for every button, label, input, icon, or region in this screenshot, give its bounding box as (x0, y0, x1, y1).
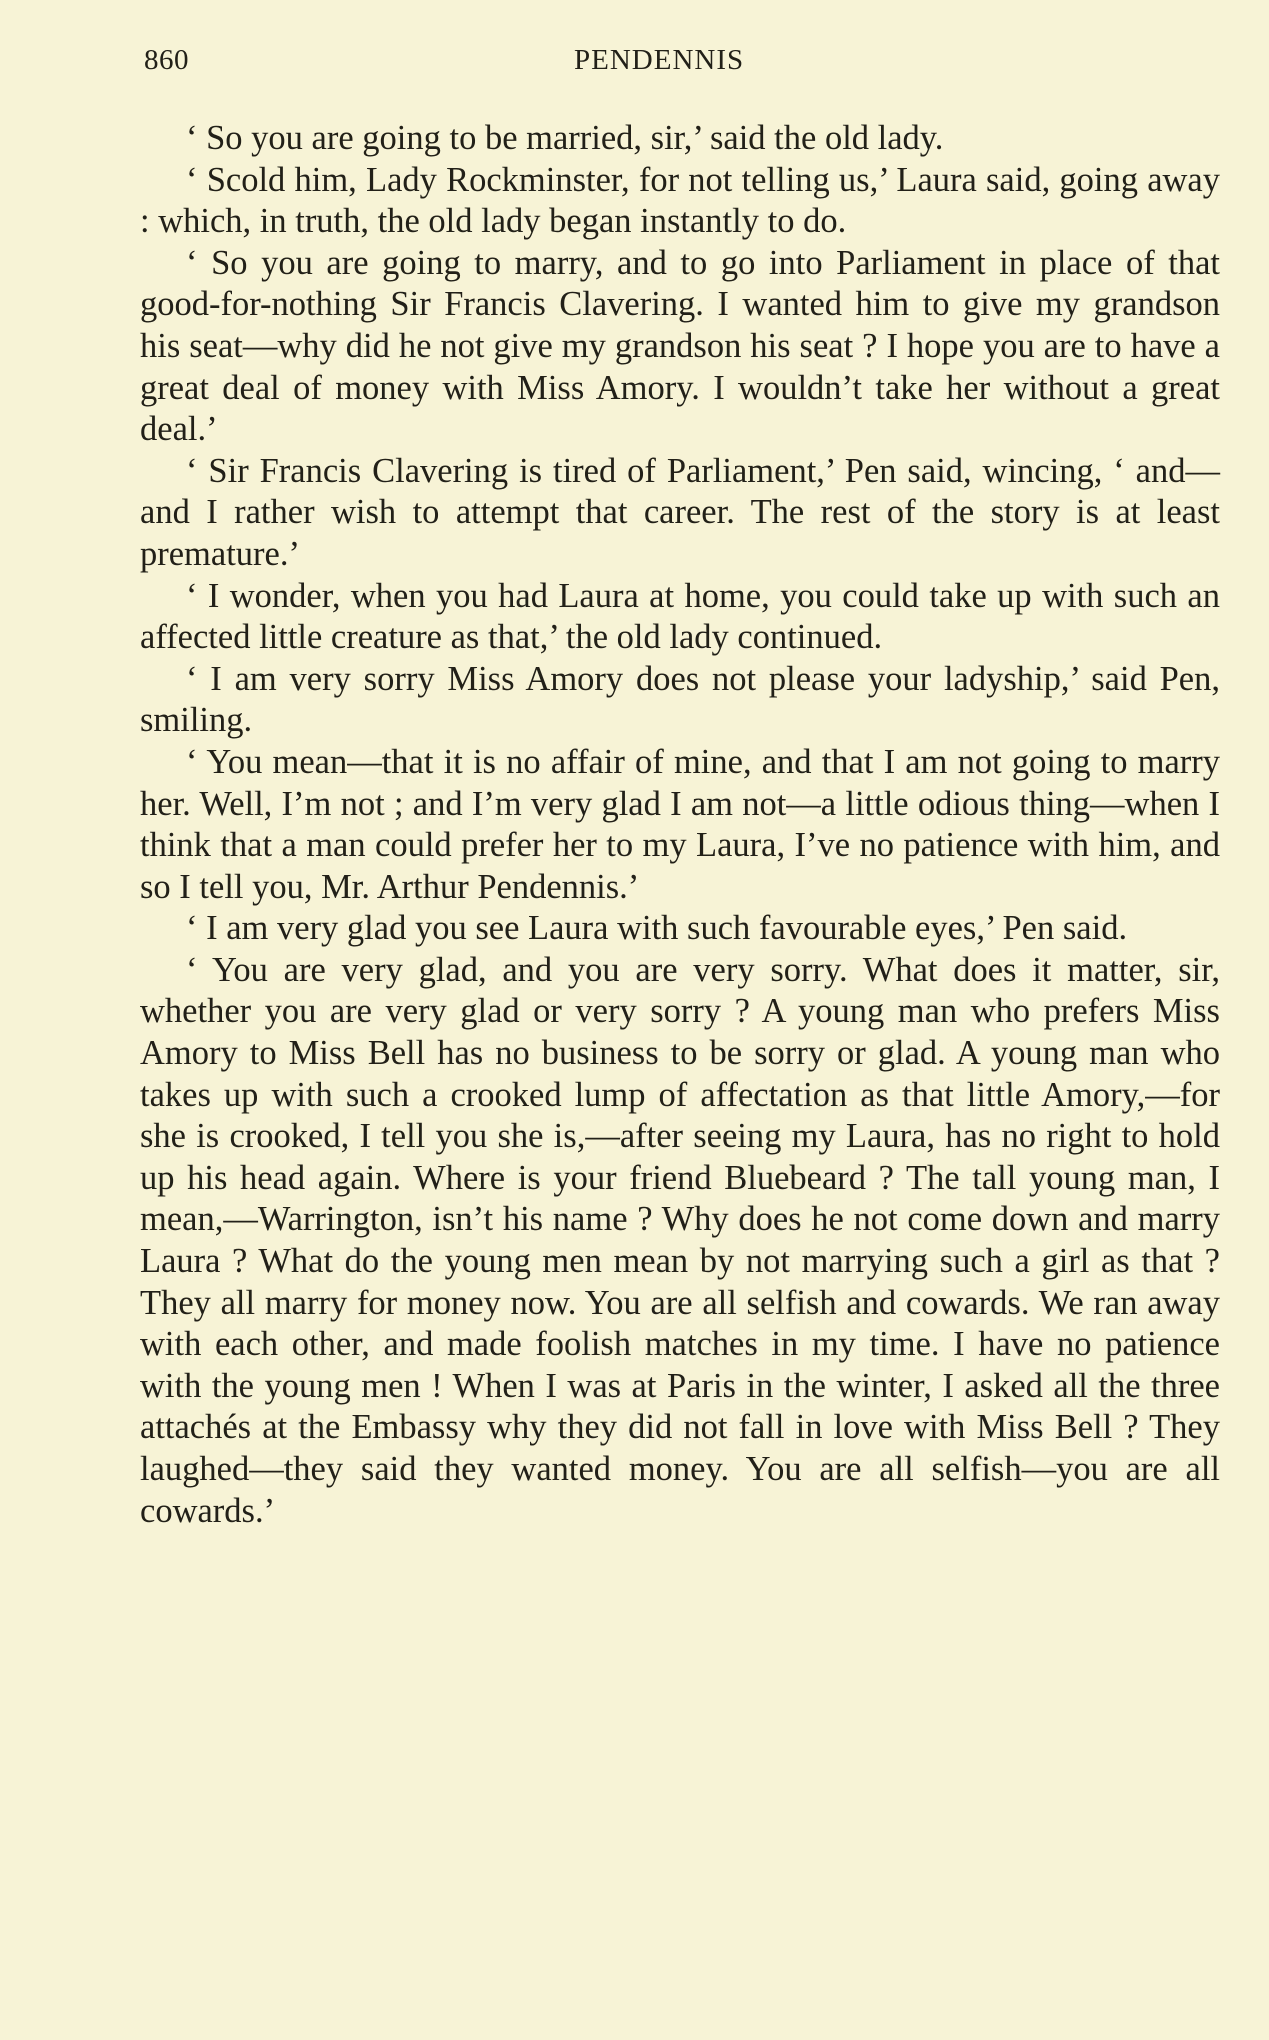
body-text (140, 118, 1220, 1532)
paragraph: ‘ I am very sorry Miss Amory does not please your ladyship,’ said Pen, smiling. (140, 659, 1220, 740)
running-title: PENDENNIS (574, 44, 745, 76)
paragraph: ‘ I am very glad you see Laura with such favourable eyes,’ Pen said. (186, 909, 1128, 948)
paragraph: ‘ So you are going to marry, and to go into Parliament in place of that good-for-nothing Sir Francis Clavering. I wanted him to give my grandson his seat—why did he not give my grandson his seat ? I hope you are to have a great deal of money with Miss Amory. I wouldn’t take her without a great deal.’ (140, 243, 1220, 449)
page-number: 860 (144, 44, 189, 76)
page-header (140, 44, 1220, 88)
paragraph: ‘ I wonder, when you had Laura at home, you could take up with such an affected little creature as that,’ the old lady continued. (140, 576, 1220, 657)
paragraph: ‘ You mean—that it is no affair of mine, and that I am not going to marry her. Well, I’m not ; and I’m very glad I am not—a little odious thing—when I think that a man could prefer her to my Laura, I’ve no patience with him, and so I tell you, Mr. Arthur Pendennis.’ (140, 742, 1220, 906)
paragraph: ‘ You are very glad, and you are very sorry. What does it matter, sir, whether you are very glad or very sorry ? A young man who prefers Miss Amory to Miss Bell has no business to be sorry or glad. A young man who takes up with such a crooked lump of affectation as that little Amory,—for she is crooked, I tell you she is,—after seeing my Laura, has no right to hold up his head again. Where is your friend Bluebeard ? The tall young man, I mean,—Warrington, isn’t his name ? Why does he not come down and marry Laura ? What do the young men mean by not marrying such a girl as that ? They all marry for money now. You are all selfish and cowards. We ran away with each other, and made foolish matches in my time. I have no patience with the young men ! When I was at Paris in the winter, I asked all the three attachés at the Embassy why they did not fall in love with Miss Bell ? They laughed—they said they wanted money. You are all selfish—you are all cowards.’ (140, 950, 1220, 1530)
paragraph: ‘ Sir Francis Clavering is tired of Parliament,’ Pen said, wincing, ‘ and—and I rather wish to attempt that career. The rest of the story is at least premature.’ (140, 451, 1220, 573)
paragraph: ‘ Scold him, Lady Rockminster, for not telling us,’ Laura said, going away : which, in truth, the old lady began instantly to do. (140, 160, 1220, 241)
paragraph: ‘ So you are going to be married, sir,’ said the old lady. (186, 119, 944, 157)
